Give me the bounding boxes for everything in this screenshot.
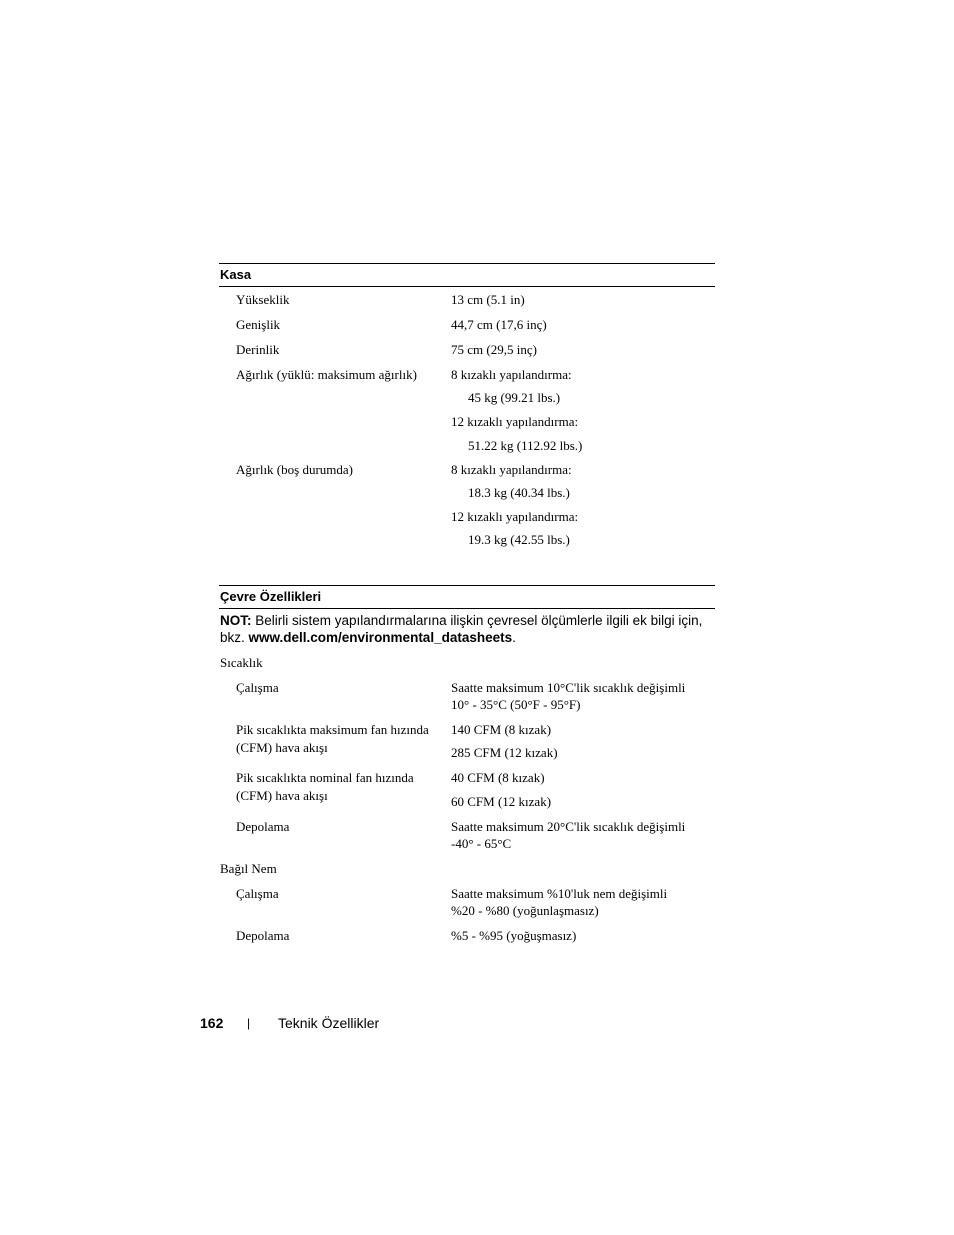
note-end: . [512, 630, 516, 645]
sicaklik-label: Sıcaklık [220, 655, 263, 670]
spec-value: 75 cm (29,5 inç) [451, 342, 537, 357]
spec-value: 40 CFM (8 kızak) [451, 770, 545, 785]
datasheet-link[interactable]: www.dell.com/environmental_datasheets [248, 630, 513, 645]
spec-label: Genişlik [236, 317, 281, 332]
spec-value: 12 kızaklı yapılandırma: [451, 414, 579, 429]
spec-value: 10° - 35°C (50°F - 95°F) [451, 697, 581, 712]
cevre-heading: Çevre Özellikleri [219, 585, 715, 609]
spec-value: 44,7 cm (17,6 inç) [451, 317, 547, 332]
spec-value: 285 CFM (12 kızak) [451, 745, 558, 760]
spec-label: Pik sıcaklıkta maksimum fan hızında [236, 722, 429, 737]
spec-label: Çalışma [236, 680, 279, 695]
note-prefix: NOT: [220, 613, 252, 628]
spec-label: (CFM) hava akışı [236, 788, 328, 803]
footer-section-title: Teknik Özellikler [278, 1015, 380, 1031]
nem-label: Bağıl Nem [220, 861, 277, 876]
spec-value: Saatte maksimum %10'luk nem değişimli [451, 886, 668, 901]
kasa-section [219, 263, 715, 547]
spec-label: Depolama [236, 928, 290, 943]
spec-value: Saatte maksimum 20°C'lik sıcaklık değişimli [451, 819, 686, 834]
spec-value: -40° - 65°C [451, 836, 512, 851]
spec-value: 51.22 kg (112.92 lbs.) [468, 438, 583, 453]
spec-value: %20 - %80 (yoğunlaşmasız) [451, 903, 599, 918]
kasa-heading: Kasa [219, 263, 715, 287]
spec-value: 45 kg (99.21 lbs.) [468, 390, 561, 405]
footer-separator: | [247, 1016, 251, 1030]
spec-value: 140 CFM (8 kızak) [451, 722, 552, 737]
spec-value: 12 kızaklı yapılandırma: [451, 509, 579, 524]
page-number: 162 [200, 1015, 224, 1031]
spec-value: 19.3 kg (42.55 lbs.) [468, 532, 570, 547]
spec-label: Pik sıcaklıkta nominal fan hızında [236, 770, 414, 785]
spec-value: 13 cm (5.1 in) [451, 292, 525, 307]
spec-label: Çalışma [236, 886, 279, 901]
spec-label: Ağırlık (yüklü: maksimum ağırlık) [236, 367, 417, 382]
note-text: Belirli sistem yapılandırmalarına ilişkin çevresel ölçümlerle ilgili ek bilgi için, bkz. [220, 613, 703, 645]
cevre-section [219, 585, 715, 943]
spec-label: Ağırlık (boş durumda) [236, 462, 353, 477]
spec-label: Derinlik [236, 342, 280, 357]
spec-value: Saatte maksimum 10°C'lik sıcaklık değişimli [451, 680, 686, 695]
spec-value: 8 kızaklı yapılandırma: [451, 367, 572, 382]
spec-value: 60 CFM (12 kızak) [451, 794, 552, 809]
spec-label: Depolama [236, 819, 290, 834]
spec-label: (CFM) hava akışı [236, 740, 328, 755]
spec-label: Yükseklik [236, 292, 290, 307]
spec-value: 18.3 kg (40.34 lbs.) [468, 485, 570, 500]
spec-value: %5 - %95 (yoğuşmasız) [451, 928, 577, 943]
note-block [220, 612, 714, 646]
spec-value: 8 kızaklı yapılandırma: [451, 462, 572, 477]
